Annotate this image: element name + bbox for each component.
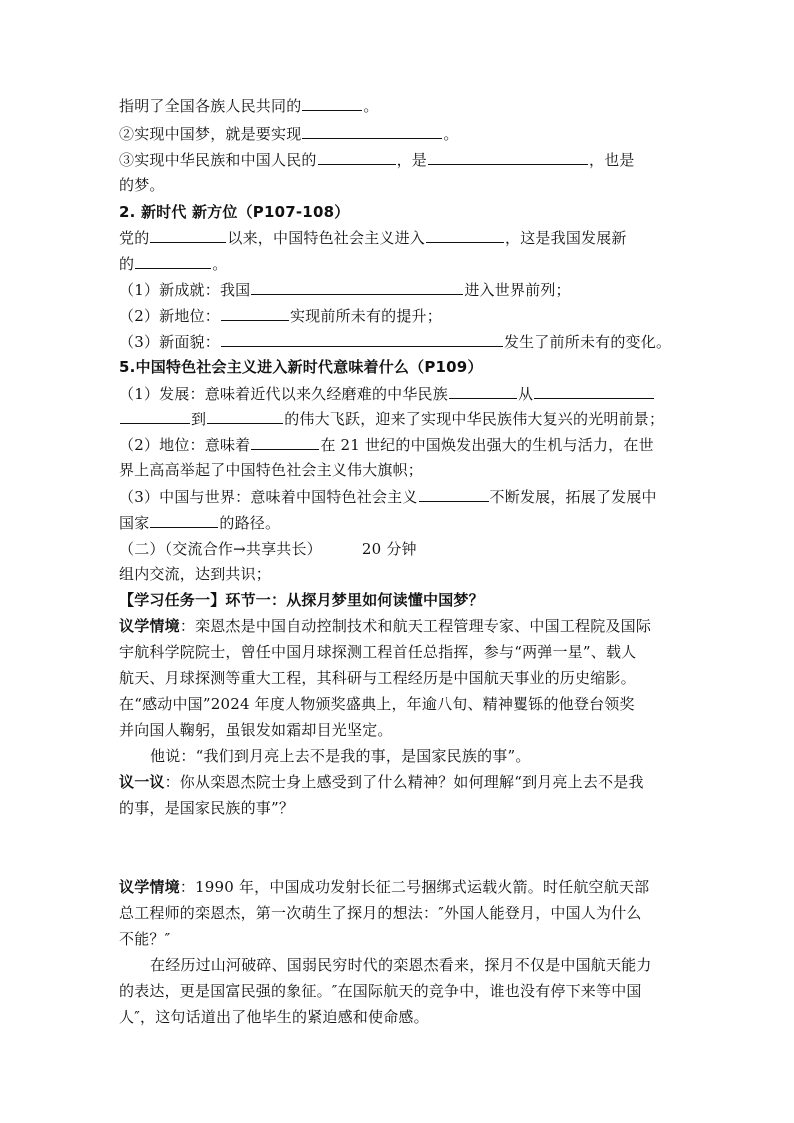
- text: （3）新面貌：: [119, 333, 220, 351]
- text: 的伟大飞跃，迎来了实现中华民族伟大复兴的光明前景；: [284, 410, 665, 428]
- text: 的: [119, 255, 135, 273]
- text: 。: [212, 255, 228, 273]
- fill-blank[interactable]: [135, 253, 211, 269]
- fill-blank[interactable]: [449, 383, 517, 399]
- text: 到: [191, 410, 207, 428]
- text: 指明了全国各族人民共同的: [119, 97, 302, 115]
- part-2-title-line: [119, 539, 417, 559]
- fill-blank[interactable]: [534, 383, 654, 399]
- fill-blank[interactable]: [207, 408, 283, 424]
- text: 不断发展，拓展了发展中: [489, 488, 657, 506]
- text: （1）发展：意味着近代以来久经磨难的中华民族: [119, 385, 448, 403]
- text: ，是: [396, 151, 428, 169]
- s1-line-3: [119, 149, 635, 170]
- text: （3）中国与世界：意味着中国特色社会主义: [119, 488, 418, 506]
- part-2-title: （二）（交流合作→共享共长）: [119, 540, 322, 558]
- fill-blank[interactable]: [150, 227, 226, 243]
- scenario-1-quote: 他说：“我们到月亮上去不是我的事，是国家民族的事”。: [150, 747, 531, 765]
- s2-item-1: [119, 279, 571, 300]
- fill-blank[interactable]: [221, 331, 503, 347]
- discussion-label: 议一议: [119, 773, 165, 791]
- s5-item-2: [119, 434, 654, 455]
- scenario-2-line-3: 不能？″: [119, 930, 171, 948]
- s5-item-3: [119, 486, 657, 507]
- text: ③实现中华民族和中国人民的: [119, 151, 317, 169]
- text: 的路径。: [219, 514, 281, 532]
- discussion-line-2: 的事，是国家民族的事”？: [119, 799, 295, 817]
- text: （2）新地位：: [119, 307, 220, 325]
- s5-item-1: [119, 383, 655, 404]
- fill-blank[interactable]: [426, 227, 504, 243]
- scenario-1-line-5: 并向国人鞠躬，虽银发如霜却目光坚定。: [119, 721, 393, 739]
- text: ：你从栾恩杰院士身上感受到了什么精神？如何理解“到月亮上去不是我: [164, 773, 644, 791]
- fill-blank[interactable]: [318, 149, 396, 165]
- text: （2）地位：意味着: [119, 436, 251, 454]
- scenario-label: 议学情境: [119, 878, 180, 896]
- s1-line-2: [119, 123, 459, 144]
- scenario-1-line-2: 宇航科学院院士，曾任中国月球探测工程首任总指挥，参与“两弹一星”、载人: [119, 643, 637, 661]
- text: 党的: [119, 229, 150, 247]
- text: 从: [517, 385, 534, 403]
- text: 以来，中国特色社会主义进入: [227, 229, 426, 247]
- section-2-heading: 2. 新时代 新方位（P107-108）: [119, 203, 350, 221]
- scenario-1-line-4: 在“感动中国”2024 年度人物颁奖盛典上，年逾八旬、精神矍铄的他登台领奖: [119, 695, 635, 713]
- text: （1）新成就：我国: [119, 281, 251, 299]
- text: ：栾恩杰是中国自动控制技术和航天工程管理专家、中国工程院及国际: [179, 617, 652, 635]
- text: 发生了前所未有的变化。: [503, 333, 672, 351]
- fill-blank[interactable]: [251, 434, 319, 450]
- part-2-note: 组内交流，达到共识；: [119, 565, 272, 583]
- text: ：1990 年，中国成功发射长征二号捆绑式运载火箭。时任航空航天部: [179, 878, 650, 896]
- text: 。: [363, 97, 379, 115]
- fill-blank[interactable]: [120, 408, 190, 424]
- fill-blank[interactable]: [221, 305, 289, 321]
- text: 在 21 世纪的中国焕发出强大的生机与活力，在世: [320, 436, 654, 454]
- s1-line-4: [119, 175, 165, 195]
- text: ，这是我国发展新: [505, 229, 627, 247]
- fill-blank[interactable]: [428, 149, 588, 165]
- scenario-2-line-2: 总工程师的栾恩杰，第一次萌生了探月的想法：″外国人能登月，中国人为什么: [119, 904, 642, 922]
- scenario-2-line-1: [119, 877, 649, 897]
- section-5-heading: 5.中国特色社会主义进入新时代意味着什么（P109）: [119, 358, 483, 376]
- text: ②实现中国梦，就是要实现: [119, 125, 302, 143]
- discussion-line-1: [119, 772, 644, 792]
- s5-item-2-cont: 界上高高举起了中国特色社会主义伟大旗帜；: [119, 461, 424, 479]
- s5-item-1-cont: [119, 408, 664, 429]
- scenario-2-line-5: 的表达，更是国富民强的象征。″在国际航天的竞争中，谁也没有停下来等中国: [119, 982, 642, 1000]
- s2-item-3: [119, 331, 671, 352]
- fill-blank[interactable]: [150, 512, 218, 528]
- scenario-label: 议学情境: [119, 617, 180, 635]
- text: 进入世界前列；: [464, 281, 571, 299]
- fill-blank[interactable]: [419, 486, 489, 502]
- s2-line-1: [119, 227, 627, 248]
- text: 的梦。: [119, 176, 165, 194]
- text: 国家: [119, 514, 150, 532]
- s2-item-2: [119, 305, 442, 326]
- fill-blank[interactable]: [302, 123, 442, 139]
- fill-blank[interactable]: [302, 95, 362, 111]
- s2-line-2: [119, 253, 227, 274]
- text: ，也是: [589, 151, 635, 169]
- scenario-2-line-4: 在经历过山河破碎、国弱民穷时代的栾恩杰看来，探月不仅是中国航天能力: [150, 956, 652, 974]
- s5-item-3-cont: [119, 512, 280, 533]
- text: 实现前所未有的提升；: [289, 307, 442, 325]
- task-heading: 【学习任务一】环节一：从探月梦里如何读懂中国梦？: [119, 591, 484, 609]
- scenario-1-line-1: [119, 616, 651, 636]
- s1-line-1: [119, 95, 379, 116]
- scenario-2-line-6: 人″，这句话道出了他毕生的紧迫感和使命感。: [119, 1008, 429, 1026]
- text: 。: [443, 125, 459, 143]
- scenario-1-line-3: 航天、月球探测等重大工程，其科研与工程经历是中国航天事业的历史缩影。: [119, 669, 636, 687]
- part-2-time: 20 分钟: [361, 540, 417, 558]
- fill-blank[interactable]: [251, 279, 463, 295]
